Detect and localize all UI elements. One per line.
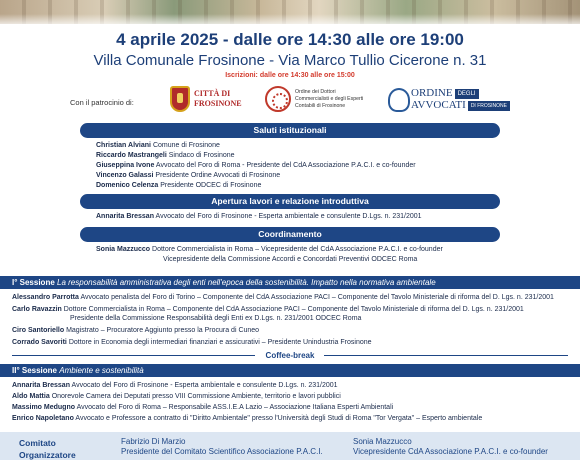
odcec-emblem-icon (265, 86, 291, 112)
speaker-role: Dottore in Economia degli intermediari finanziari e assicurativi – Presidente Unindustria Frosinone (68, 339, 372, 346)
session-1-title: La responsabilità amministrativa degli enti nell'epoca della sostenibilità. Impatto nella normativa ambientale (57, 278, 436, 287)
speaker-name: Christian Alviani (96, 142, 151, 149)
speaker-role: Avvocato penalista del Foro di Torino – Componente del CdA Associazione PACI – Componente del Tavolo Ministeriale di riforma del D. Lgs. n. 231/2001 (80, 294, 554, 301)
saluti-row (96, 141, 220, 150)
logo-odcec-text (295, 89, 373, 110)
speaker-name: Corrado Savoriti (12, 339, 67, 346)
saluti-row (96, 161, 416, 170)
saluti-row (96, 151, 235, 160)
speaker-role: Dottore Commercialista in Roma – Componente del CdA Associazione PACI – Componente del Tavolo Ministeriale di riforma del D. Lgs. n. 231/2001 (63, 306, 524, 313)
speaker-role: Dottore Commercialista in Roma – Vicepresidente del CdA Associazione P.A.C.I. e co-founder (152, 246, 443, 253)
speaker-name: Riccardo Mastrangeli (96, 152, 167, 159)
logo-avvocati-text (411, 88, 510, 111)
speaker-name: Aldo Mattia (12, 393, 50, 400)
speaker-role: Sindaco di Frosinone (168, 152, 235, 159)
coordinamento-row-2: Vicepresidente della Commissione Accordi e Concordati Preventivi ODCEC Roma (163, 256, 418, 263)
logo-avv-degli: DEGLI (455, 89, 479, 99)
logo-avv-ordine: ORDINE (411, 86, 453, 99)
speaker-name: Massimo Medugno (12, 404, 76, 411)
organizer-2-role: Vicepresidente CdA Associazione P.A.C.I. e co-founder (353, 447, 548, 456)
speaker-role: Avvocato del Foro di Frosinone - Esperta ambientale e consulente D.Lgs. n. 231/2001 (155, 213, 422, 220)
section-header-saluti: Saluti istituzionali (80, 123, 500, 138)
speaker-name: Domenico Celenza (96, 182, 159, 189)
logo-citta-line1: CITTÀ DI (194, 89, 231, 98)
saluti-row (96, 171, 280, 180)
speaker-role: Avvocato del Foro di Roma – Responsabile ASS.I.E.A Lazio – Associazione Italiana Esperti Ambientali (76, 404, 394, 411)
session2-row (12, 381, 338, 390)
coffee-divider-right (324, 355, 568, 356)
speaker-role: Presidente Ordine Avvocati di Frosinone (155, 172, 281, 179)
speaker-name: Vincenzo Galassi (96, 172, 154, 179)
session1-row (12, 326, 259, 335)
session2-row (12, 414, 482, 423)
apertura-row (96, 212, 422, 221)
event-venue: Villa Comunale Frosinone - Via Marco Tullio Cicerone n. 31 (93, 52, 487, 69)
header-photo-fade (0, 14, 580, 28)
speaker-name: Ciro Santoriello (12, 327, 65, 334)
speaker-name: Alessandro Parrotta (12, 294, 79, 301)
session-2-title: Ambiente e sostenibilità (59, 366, 144, 375)
speaker-name: Annarita Bressan (96, 213, 154, 220)
patronage-label: Con il patrocinio di: (70, 98, 134, 107)
logo-odcec-line2: Commercialisti e degli Esperti (295, 95, 364, 102)
coffee-break-label: Coffee-break (265, 351, 315, 360)
logo-avv-di: DI FROSINONE (468, 101, 510, 111)
speaker-name: Sonia Mazzucco (96, 246, 151, 253)
session1-row (12, 305, 524, 314)
session1-row (12, 338, 372, 347)
speaker-role: Comune di Frosinone (152, 142, 220, 149)
speaker-name: Annarita Bressan (12, 382, 70, 389)
logo-citta-di-frosinone (170, 86, 242, 112)
saluti-row (96, 181, 261, 190)
event-date-time: 4 aprile 2025 - dalle ore 14:30 alle ore 19:00 (116, 30, 464, 49)
session-2-label: II° Sessione (12, 366, 57, 375)
speaker-role: Avvocato e Professore a contratto di "Diritto Ambientale" presso l'Università degli Studi di Roma "Tor Vergata" – Esperto ambientale (75, 415, 483, 422)
speaker-role: Avvocato del Foro di Roma - Presidente del CdA Associazione P.A.C.I. e co-founder (155, 162, 416, 169)
coordinamento-row (96, 245, 443, 254)
organizer-2-name: Sonia Mazzucco (353, 437, 412, 446)
section-header-apertura: Apertura lavori e relazione introduttiva (80, 194, 500, 209)
session-1-bar (0, 276, 580, 289)
speaker-role: Presidente ODCEC di Frosinone (160, 182, 262, 189)
logo-citta-text (194, 89, 242, 109)
speaker-role: Onorevole Camera dei Deputati presso VIII Commissione Ambiente, territorio e lavori pubblici (51, 393, 341, 400)
logo-odcec-line3: Contabili di Frosinone (295, 102, 346, 109)
logo-citta-line2: FROSINONE (194, 99, 242, 108)
session1-row-cont: Presidente della Commissione Responsabilità degli Enti ex D.Lgs. n. 231/2001 ODCEC Roma (70, 315, 362, 322)
logo-avv-avvocati: AVVOCATI (411, 98, 466, 111)
footer-organizers (0, 432, 580, 460)
organizer-1-name: Fabrizio Di Marzio (121, 437, 186, 446)
speaker-name: Giuseppina Ivone (96, 162, 155, 169)
logo-odcec-frosinone (265, 86, 373, 112)
session-1-label: I° Sessione (12, 278, 55, 287)
speaker-name: Enrico Napoletano (12, 415, 74, 422)
logo-odcec-line1: Ordine dei Dottori (295, 88, 336, 95)
session2-row (12, 392, 341, 401)
session2-row (12, 403, 393, 412)
section-header-coordinamento: Coordinamento (80, 227, 500, 242)
speaker-role: Avvocato del Foro di Frosinone - Esperta ambientale e consulente D.Lgs. n. 231/2001 (71, 382, 338, 389)
session1-row (12, 293, 554, 302)
committee-label: Comitato Organizzatore (19, 438, 76, 460)
session-2-bar (0, 364, 580, 377)
registration-info: Iscrizioni: dalle ore 14:30 alle ore 15:00 (225, 72, 355, 79)
avvocati-emblem-icon (386, 86, 408, 112)
organizer-1-role: Presidente del Comitato Scientifico Associazione P.A.C.I. (121, 447, 323, 456)
city-shield-icon (170, 86, 190, 112)
speaker-role: Magistrato – Procuratore Aggiunto presso la Procura di Cuneo (66, 327, 260, 334)
speaker-name: Carlo Ravazzin (12, 306, 62, 313)
logo-ordine-avvocati (386, 86, 510, 112)
